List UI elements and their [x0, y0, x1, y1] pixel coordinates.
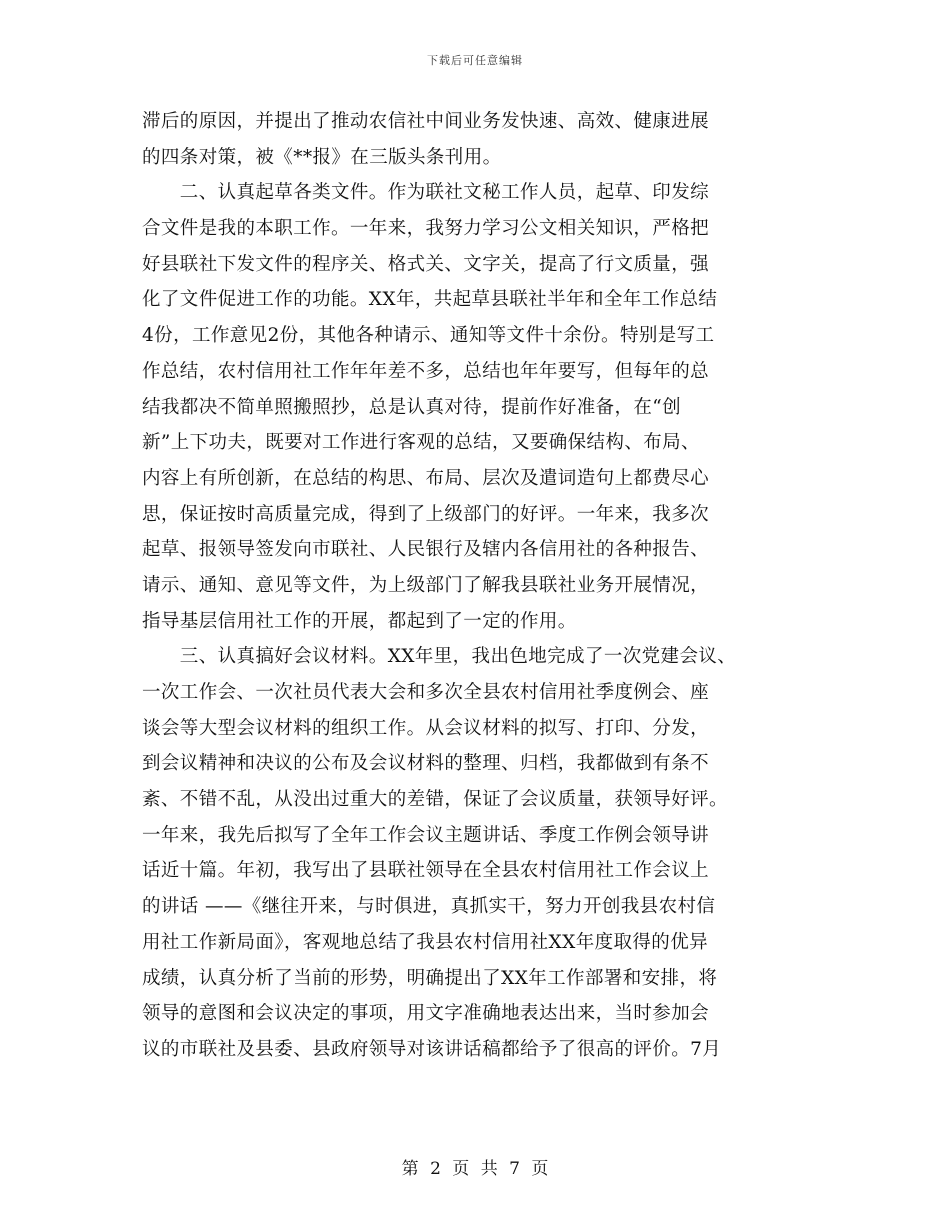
text-line: 4份，工作意见2份，其他各种请示、通知等文件十余份。特别是写工 — [142, 325, 715, 347]
text-line: 的四条对策，被《**报》在三版头条刊用。 — [142, 146, 502, 168]
text-line: 二、认真起草各类文件。作为联社文秘工作人员，起草、印发综 — [142, 182, 710, 204]
text-line: 三、认真搞好会议材料。XX年里，我出色地完成了一次党建会议、 — [142, 646, 737, 668]
text-line: 新”上下功夫，既要对工作进行客观的总结，又要确保结构、布局、 — [142, 432, 700, 454]
text-line: 一年来，我先后拟写了全年工作会议主题讲话、季度工作例会领导讲 — [142, 824, 710, 846]
text-line: 作总结，农村信用社工作年年差不多，总结也年年要写，但每年的总 — [142, 360, 710, 382]
text-line: 一次工作会、一次社员代表大会和多次全县农村信用社季度例会、座 — [142, 682, 710, 703]
text-line: 合文件是我的本职工作。一年来，我努力学习公文相关知识，严格把 — [142, 218, 710, 240]
text-line: 紊、不错不乱，从没出过重大的差错，保证了会议质量，获领导好评。 — [142, 789, 728, 811]
text-line: 指导基层信用社工作的开展，都起到了一定的作用。 — [142, 610, 577, 632]
text-line: 滞后的原因，并提出了推动农信社中间业务发快速、高效、健康进展 — [142, 111, 710, 132]
text-line: 话近十篇。年初，我写出了县联社领导在全县农村信用社工作会议上 — [142, 860, 710, 882]
text-line: 议的市联社及县委、县政府领导对该讲话稿都给予了很高的评价。7月 — [142, 1038, 722, 1060]
text-line: 请示、通知、意见等文件，为上级部门了解我县联社业务开展情况， — [142, 574, 710, 596]
text-line: 到会议精神和决议的公布及会议材料的整理、归档，我都做到有条不 — [142, 753, 710, 775]
page-header-note: 下载后可任意编辑 — [427, 54, 523, 67]
text-line: 内容上有所创新，在总结的构思、布局、层次及遣词造句上都费尽心 — [142, 467, 710, 489]
text-line: 好县联社下发文件的程序关、格式关、文字关，提高了行文质量，强 — [142, 253, 710, 275]
text-line: 谈会等大型会议材料的组织工作。从会议材料的拟写、打印、分发， — [142, 717, 710, 739]
text-line: 化了文件促进工作的功能。XX年，共起草县联社半年和全年工作总结 — [142, 289, 718, 311]
text-line: 的讲话 ——《继往开来，与时俱进，真抓实干，努力开创我县农村信 — [142, 896, 716, 918]
text-line: 用社工作新局面》，客观地总结了我县农村信用社XX年度取得的优异 — [142, 931, 708, 953]
text-line: 起草、报领导签发向市联社、人民银行及辖内各信用社的各种报告、 — [142, 539, 710, 561]
page-number-footer: 第 2 页 共 7 页 — [401, 1159, 549, 1179]
text-line: 结我都决不简单照搬照抄，总是认真对待，提前作好准备，在“创 — [142, 396, 682, 418]
text-line: 成绩，认真分析了当前的形势，明确提出了XX年工作部署和安排，将 — [142, 967, 718, 989]
text-line: 思，保证按时高质量完成，得到了上级部门的好评。一年来，我多次 — [142, 503, 710, 525]
document-body — [142, 104, 812, 1068]
text-line: 领导的意图和会议决定的事项，用文字准确地表达出来，当时参加会 — [142, 1003, 710, 1025]
